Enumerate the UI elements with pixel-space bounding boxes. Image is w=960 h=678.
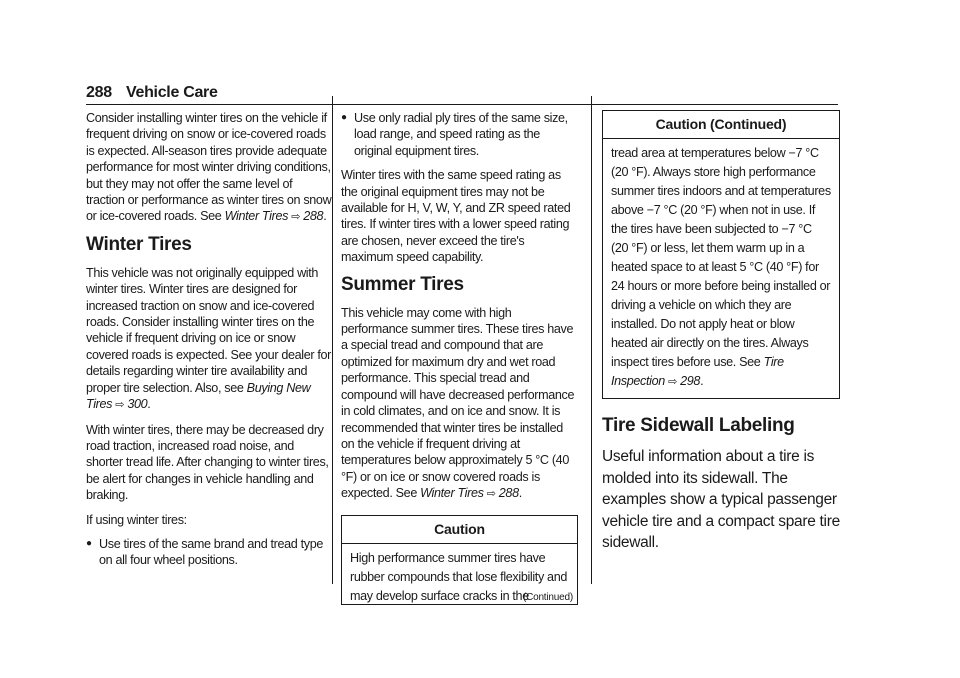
caution-text: High performance summer tires have rubber compounds that lose flexibility and may develop surface cracks in the	[350, 550, 568, 603]
page-reference-arrow-icon: ⇨	[668, 376, 677, 389]
list-item: ● Use only radial ply tires of the same size, load range, and speed rating as the original equipment tires.	[341, 111, 568, 158]
page-reference-arrow-icon: ⇨	[291, 211, 301, 224]
page-number: 288	[86, 84, 112, 101]
cross-reference-link[interactable]: Tire Inspection ⇨ 298	[611, 355, 784, 389]
paragraph: Winter tires with the same speed rating as the original equipment tires may not be available for H, V, W, Y, and ZR speed rated tires. If winter tires with a lower speed rating are chosen, never exceed the tire's maximum speed capability.	[341, 168, 571, 265]
intro-paragraph: Consider installing winter tires on the vehicle if frequent driving on snow or ice-covered roads is expected. All-season tires provide adequate performance for most winter driving conditions, but they may not offer the same level of traction or performance as winter tires on snow or ice-covered roads. See Winter Tires ⇨ 288.	[86, 111, 332, 224]
column-2	[341, 110, 578, 605]
column-divider	[332, 96, 333, 584]
column-3	[602, 110, 840, 562]
paragraph: This vehicle may come with high performance summer tires. These tires have a special tread and compound that are optimized for maximum dry and wet road performance. This special tread and compound will have decreased performance in cold climates, and on ice and snow. It is recommended that winter tires be installed on the vehicle if frequent driving at temperatures below approximately 5 °C (40 °F) or on ice or snow covered roads is expected. See Winter Tires ⇨ 288.	[341, 305, 575, 501]
paragraph: This vehicle was not originally equipped with winter tires. Winter tires are designed for increased traction on snow and ice-covered roads. Consider installing winter tires on the vehicle if frequent driving on ice or snow covered roads is expected. See your dealer for details regarding winter tire availability and proper tire selection. Also, see Buying New Tires ⇨ 300.	[86, 265, 332, 412]
heading-tire-sidewall-labeling: Tire Sidewall Labeling	[602, 415, 795, 437]
paragraph: Useful information about a tire is molded into its sidewall. The examples show a typical passenger vehicle tire and a compact spare tire sidewall.	[602, 448, 840, 552]
bullet-dot-icon: ●	[341, 112, 347, 123]
continued-label: (Continued)	[522, 591, 573, 603]
page-header	[86, 82, 838, 105]
cross-reference-link[interactable]: Winter Tires ⇨ 288	[224, 209, 324, 224]
list-item: ● Use tires of the same brand and tread type on all four wheel positions.	[86, 536, 324, 568]
caution-box-continued	[602, 110, 840, 399]
cross-reference-link[interactable]: Winter Tires ⇨ 288	[420, 486, 519, 501]
column-divider	[591, 96, 592, 584]
paragraph: If using winter tires:	[86, 512, 187, 527]
page-reference-arrow-icon: ⇨	[115, 399, 125, 412]
heading-summer-tires: Summer Tires	[341, 273, 464, 295]
caution-title: Caution (Continued)	[603, 111, 839, 139]
caution-title: Caution	[342, 516, 577, 544]
cross-reference-link[interactable]: Buying New Tires ⇨ 300	[86, 380, 311, 412]
page-reference-arrow-icon: ⇨	[486, 488, 496, 501]
caution-text: tread area at temperatures below −7 °C (20 °F). Always store high performance summer tires indoors and at temperatures above −7 °C (20 °F) when not in use. If the tires have been subjected to −7 °C (20 °F) or less, let them warm up in a heated space to at least 5 °C (40 °F) for 24 hours or more before being installed or driving a vehicle on which they are installed. Do not apply heat or blow heated air directly on the tires. Always inspect tires before use. See Tire Inspection ⇨ 298.	[611, 146, 831, 389]
heading-winter-tires: Winter Tires	[86, 233, 192, 255]
bullet-dot-icon: ●	[86, 537, 92, 549]
column-1	[86, 110, 332, 577]
paragraph: With winter tires, there may be decreased dry road traction, increased road noise, and shorter tread life. After changing to winter tires, be alert for changes in vehicle handling and braking.	[86, 422, 329, 503]
caution-box	[341, 515, 578, 605]
section-title: Vehicle Care	[126, 84, 218, 101]
